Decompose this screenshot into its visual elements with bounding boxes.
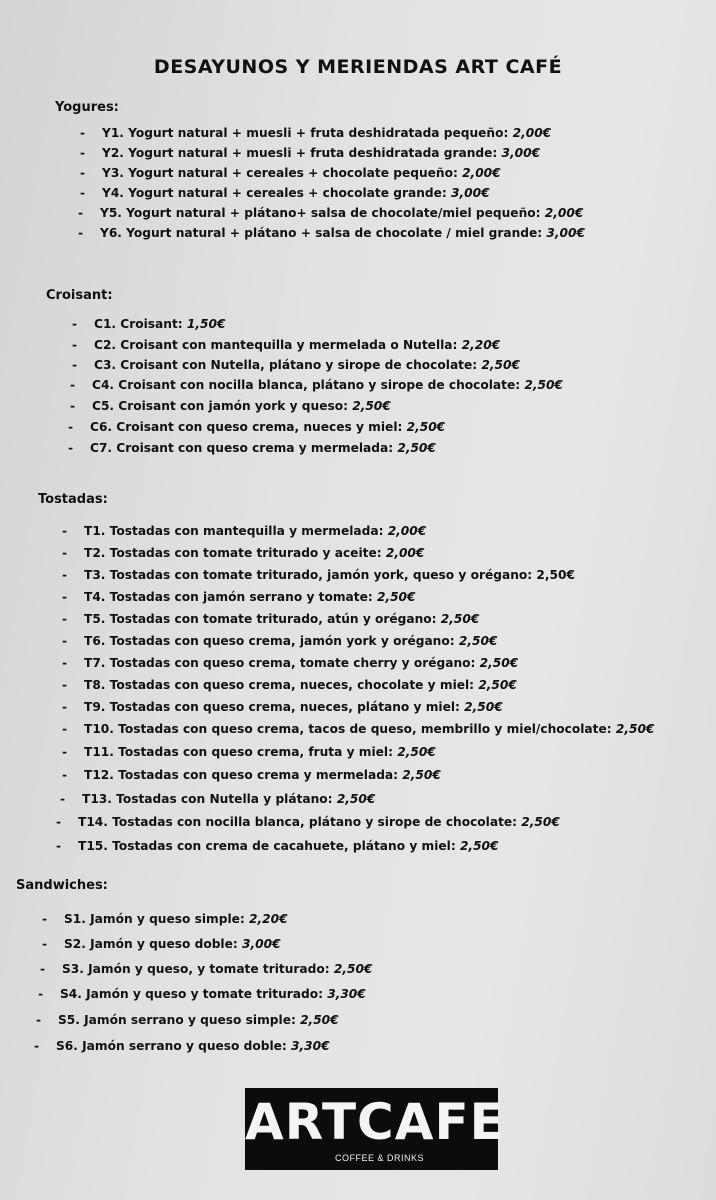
list-dash: - <box>62 590 68 604</box>
list-dash: - <box>42 912 48 926</box>
list-dash: - <box>62 612 68 626</box>
item-price: 2,00€ <box>544 206 584 220</box>
list-dash: - <box>68 441 74 455</box>
menu-item <box>62 524 426 538</box>
list-dash: - <box>62 700 68 714</box>
list-dash: - <box>68 420 74 434</box>
item-price: 2,00€ <box>385 546 425 560</box>
item-price: 3,30€ <box>291 1039 330 1053</box>
page-title: DESAYUNOS Y MERIENDAS ART CAFÉ <box>153 56 563 78</box>
item-text: T8. Tostadas con queso crema, nueces, chocolate y miel: <box>84 678 479 692</box>
item-text: T11. Tostadas con queso crema, fruta y miel: <box>84 745 398 759</box>
list-dash: - <box>56 815 62 829</box>
list-dash: - <box>80 146 86 160</box>
menu-item <box>62 612 479 626</box>
list-dash: - <box>36 1013 42 1027</box>
item-text: S4. Jamón y queso y tomate triturado: <box>60 987 328 1001</box>
item-price: 2,50€ <box>479 656 519 670</box>
item-price: 2,20€ <box>461 338 501 352</box>
item-price: 2,50€ <box>615 722 655 736</box>
item-price: 2,50€ <box>458 634 498 648</box>
item-text: C7. Croisant con queso crema y mermelada: <box>90 441 398 455</box>
item-price: 2,50€ <box>536 568 575 582</box>
list-dash: - <box>70 399 76 413</box>
item-price: 2,50€ <box>397 745 436 759</box>
menu-item <box>62 745 436 759</box>
item-text: C3. Croisant con Nutella, plátano y sirope de chocolate: <box>94 358 482 372</box>
menu-item <box>38 987 366 1001</box>
item-text: S2. Jamón y queso doble: <box>64 937 242 951</box>
item-text: Y1. Yogurt natural + muesli + fruta deshidratada pequeño: <box>102 126 513 140</box>
section-heading-sandwiches: Sandwiches: <box>16 878 108 893</box>
logo-tagline: COFFEE & DRINKS <box>334 1153 424 1163</box>
list-dash: - <box>62 656 68 670</box>
item-text: C2. Croisant con mantequilla y mermelada o Nutella: <box>94 338 462 352</box>
menu-item <box>72 358 520 372</box>
item-price: 2,50€ <box>521 815 560 829</box>
item-price: 2,50€ <box>459 839 499 853</box>
item-text: Y6. Yogurt natural + plátano + salsa de chocolate / miel grande: <box>100 226 547 240</box>
item-text: T6. Tostadas con queso crema, jamón york y orégano: <box>84 634 459 648</box>
item-text: T12. Tostadas con queso crema y mermelada: <box>84 768 403 782</box>
menu-item <box>70 399 391 413</box>
menu-item <box>70 378 563 392</box>
item-price: 2,50€ <box>464 700 503 714</box>
list-dash: - <box>62 568 68 582</box>
item-price: 1,50€ <box>186 317 226 331</box>
item-text: C5. Croisant con jamón york y queso: <box>92 399 353 413</box>
item-text: T15. Tostadas con crema de cacahuete, plátano y miel: <box>78 839 460 853</box>
item-text: T5. Tostadas con tomate triturado, atún y orégano: <box>84 612 441 626</box>
list-dash: - <box>40 962 46 976</box>
item-price: 2,00€ <box>462 166 501 180</box>
section-heading-tostadas: Tostadas: <box>38 492 108 507</box>
item-text: Y3. Yogurt natural + cereales + chocolate pequeño: <box>102 166 463 180</box>
logo-wordmark: ARTCAFE <box>245 1093 505 1151</box>
list-dash: - <box>42 937 48 951</box>
item-text: T14. Tostadas con nocilla blanca, plátano y sirope de chocolate: <box>78 815 522 829</box>
list-dash: - <box>78 226 84 240</box>
list-dash: - <box>70 378 76 392</box>
menu-item <box>34 1039 330 1053</box>
item-price: 2,00€ <box>387 524 427 538</box>
list-dash: - <box>62 634 68 648</box>
item-price: 2,50€ <box>481 358 520 372</box>
menu-item <box>68 441 436 455</box>
item-text: C1. Croisant: <box>94 317 187 331</box>
list-dash: - <box>62 768 68 782</box>
list-dash: - <box>72 358 78 372</box>
list-dash: - <box>56 839 62 853</box>
artcafe-logo <box>245 1088 505 1170</box>
menu-item <box>72 338 500 352</box>
list-dash: - <box>78 206 84 220</box>
menu-item <box>80 146 540 160</box>
menu-item <box>40 962 372 976</box>
item-price: 3,00€ <box>451 186 490 200</box>
menu-item <box>36 1013 339 1027</box>
item-price: 2,50€ <box>440 612 480 626</box>
item-text: C4. Croisant con nocilla blanca, plátano y sirope de chocolate: <box>92 378 525 392</box>
menu-item <box>56 815 560 829</box>
list-dash: - <box>80 126 86 140</box>
item-price: 2,50€ <box>397 441 436 455</box>
menu-item <box>56 839 499 853</box>
menu-item <box>80 166 501 180</box>
item-price: 3,00€ <box>546 226 585 240</box>
list-dash: - <box>62 722 68 736</box>
item-price: 2,50€ <box>336 792 376 806</box>
item-text: S3. Jamón y queso, y tomate triturado: <box>62 962 334 976</box>
item-text: Y2. Yogurt natural + muesli + fruta deshidratada grande: <box>102 146 502 160</box>
item-price: 2,50€ <box>524 378 563 392</box>
menu-item <box>62 590 416 604</box>
list-dash: - <box>34 1039 40 1053</box>
item-text: T3. Tostadas con tomate triturado, jamón york, queso y orégano: <box>84 568 537 582</box>
menu-item <box>80 186 490 200</box>
list-dash: - <box>62 546 68 560</box>
menu-item <box>62 568 575 582</box>
menu-item <box>80 126 551 140</box>
item-text: T9. Tostadas con queso crema, nueces, plátano y miel: <box>84 700 465 714</box>
item-text: T2. Tostadas con tomate triturado y aceite: <box>84 546 386 560</box>
item-price: 2,20€ <box>249 912 288 926</box>
menu-item <box>62 700 503 714</box>
list-dash: - <box>62 524 68 538</box>
item-text: Y4. Yogurt natural + cereales + chocolate grande: <box>102 186 451 200</box>
item-text: T13. Tostadas con Nutella y plátano: <box>82 792 337 806</box>
menu-item <box>62 546 424 560</box>
item-text: C6. Croisant con queso crema, nueces y miel: <box>90 420 407 434</box>
menu-item <box>62 768 441 782</box>
menu-item <box>62 656 518 670</box>
item-text: S1. Jamón y queso simple: <box>64 912 250 926</box>
item-price: 3,00€ <box>242 937 281 951</box>
list-dash: - <box>38 987 44 1001</box>
list-dash: - <box>60 792 66 806</box>
section-heading-yogures: Yogures: <box>55 100 119 115</box>
item-price: 2,50€ <box>406 420 446 434</box>
item-text: Y5. Yogurt natural + plátano+ salsa de chocolate/miel pequeño: <box>100 206 545 220</box>
list-dash: - <box>72 317 78 331</box>
list-dash: - <box>80 166 86 180</box>
item-price: 2,50€ <box>402 768 441 782</box>
item-price: 3,30€ <box>327 987 366 1001</box>
item-price: 2,50€ <box>352 399 391 413</box>
item-price: 2,50€ <box>478 678 517 692</box>
list-dash: - <box>80 186 86 200</box>
item-price: 2,00€ <box>512 126 552 140</box>
item-text: S6. Jamón serrano y queso doble: <box>56 1039 292 1053</box>
section-heading-croisant: Croisant: <box>46 288 113 303</box>
list-dash: - <box>62 745 68 759</box>
item-text: S5. Jamón serrano y queso simple: <box>58 1013 301 1027</box>
item-text: T10. Tostadas con queso crema, tacos de queso, membrillo y miel/chocolate: <box>84 722 616 736</box>
item-text: T4. Tostadas con jamón serrano y tomate: <box>84 590 377 604</box>
menu-item <box>62 678 517 692</box>
menu-item <box>68 420 445 434</box>
menu-item <box>42 937 281 951</box>
item-text: T7. Tostadas con queso crema, tomate cherry y orégano: <box>84 656 480 670</box>
menu-item <box>62 722 654 736</box>
menu-item <box>78 206 583 220</box>
menu-item <box>60 792 375 806</box>
item-text: T1. Tostadas con mantequilla y mermelada: <box>84 524 388 538</box>
list-dash: - <box>72 338 78 352</box>
menu-item <box>78 226 585 240</box>
item-price: 2,50€ <box>333 962 373 976</box>
item-price: 3,00€ <box>501 146 541 160</box>
menu-item <box>62 634 497 648</box>
menu-item <box>42 912 288 926</box>
item-price: 2,50€ <box>300 1013 339 1027</box>
menu-item <box>72 317 225 331</box>
item-price: 2,50€ <box>376 590 416 604</box>
list-dash: - <box>62 678 68 692</box>
